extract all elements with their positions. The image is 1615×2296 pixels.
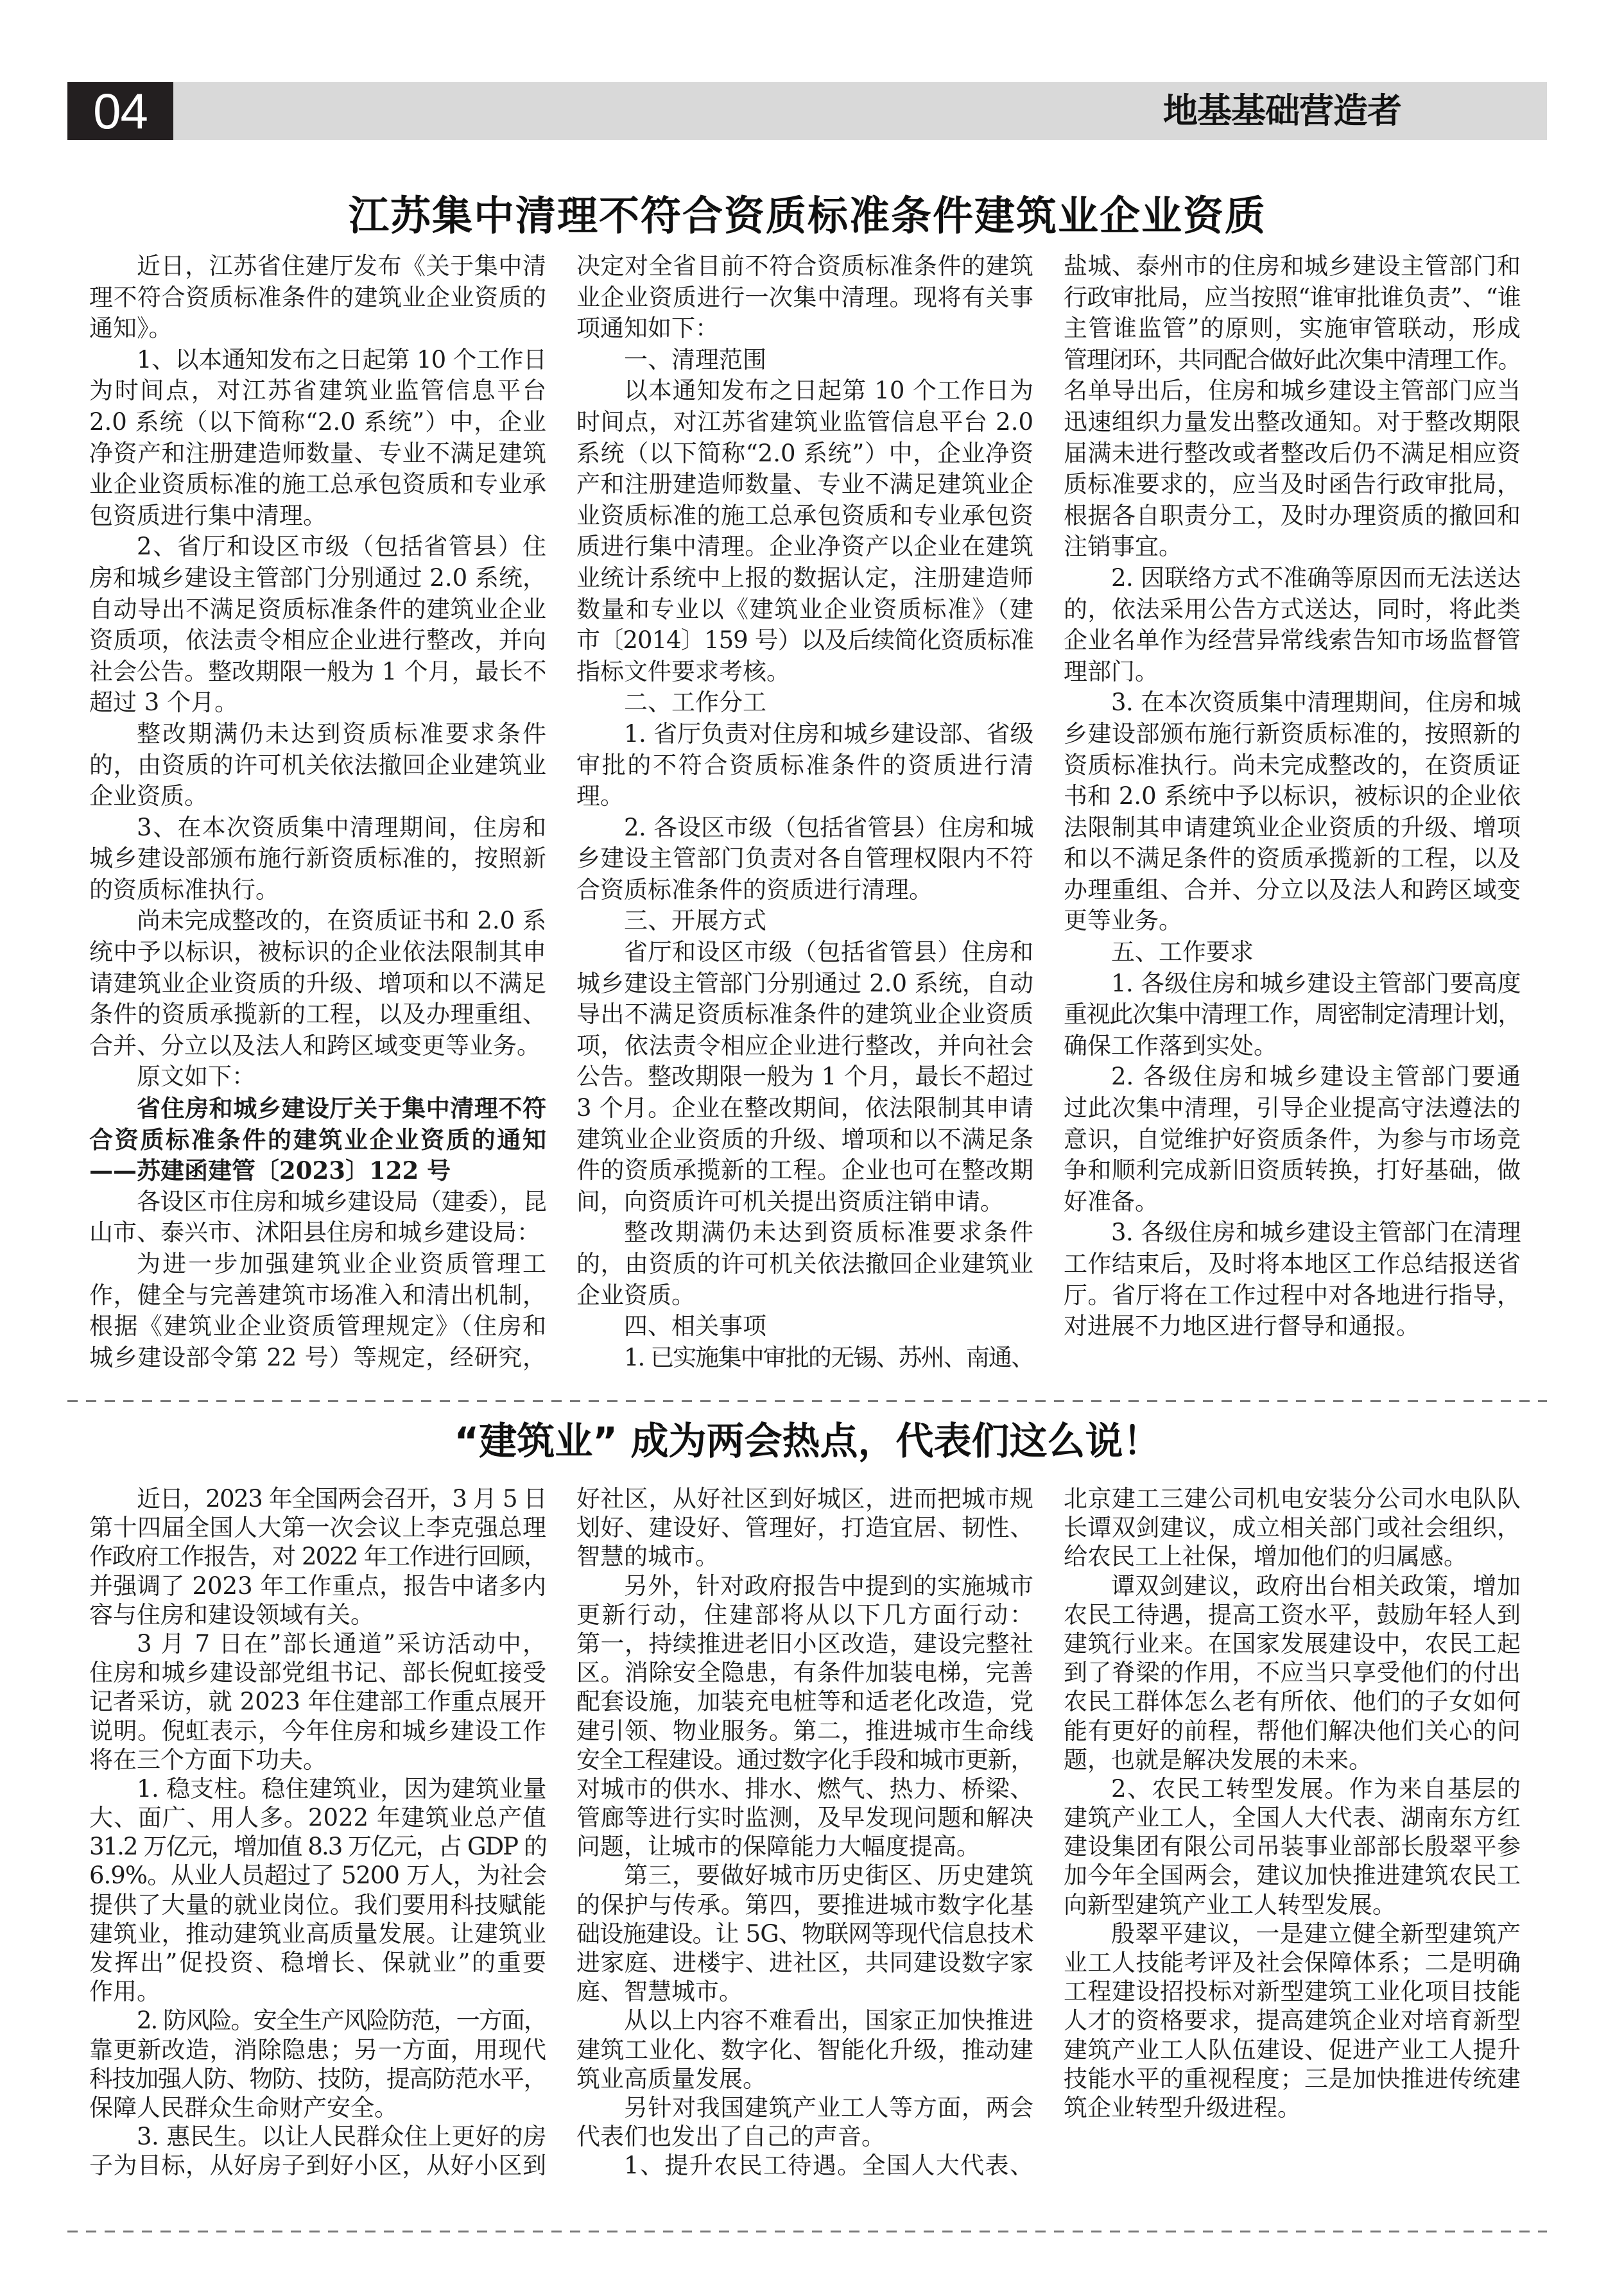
text-line: 好社区，从好社区到好城区，进而把城市规	[576, 1485, 1033, 1512]
text-line: 对进展不力地区进行督导和通报。	[1064, 1312, 1420, 1341]
text-line: 资质项，依法责令相应企业进行整改，并向	[89, 626, 546, 655]
text-line: 进家庭、进楼宇、进社区，共同建设数字家	[576, 1949, 1033, 1976]
text-line: 提供了大量的就业岗位。我们要用科技赋能	[89, 1890, 546, 1919]
text-line: 3. 在本次资质集中清理期间，住房和城	[1111, 689, 1521, 717]
text-line: 指标文件要求考核。	[576, 657, 790, 685]
text-line: 3. 惠民生。以让人民群众住上更好的房	[137, 2123, 546, 2151]
text-line: 整改期满仍未达到资质标准要求条件	[624, 1219, 1033, 1247]
text-line: 公告。整改期限一般为 1 个月，最长不超过	[576, 1063, 1033, 1091]
text-line: 企业名单作为经营异常线索告知市场监督管	[1064, 626, 1521, 655]
text-line: 1、提升农民工待遇。全国人大代表、	[624, 2152, 1033, 2180]
text-line: 筑业高质量发展。	[576, 2064, 766, 2093]
text-line: 安全工程建设。通过数字化手段和城市更新，	[576, 1745, 1033, 1774]
paragraph	[576, 812, 1033, 906]
paragraph	[1064, 563, 1521, 687]
text-line: 导出不满足资质标准条件的建筑业企业资质	[576, 1000, 1033, 1029]
paragraph	[576, 345, 1033, 376]
text-line: 3 月 7 日在”部长通道”采访活动中，	[137, 1629, 546, 1658]
paragraph	[1064, 1919, 1521, 2122]
text-line: 建设集团有限公司吊装事业部部长殷翠平参	[1064, 1833, 1521, 1861]
text-line: 更新行动，住建部将从以下几方面行动：	[576, 1600, 1033, 1629]
text-line: 2、省厅和设区市级（包括省管县）住	[137, 533, 546, 561]
text-line: 五、工作要求	[1111, 938, 1254, 966]
text-line: 1. 稳支柱。稳住建筑业，因为建筑业量	[137, 1774, 546, 1803]
text-line: 问题，让城市的保障能力大幅度提高。	[576, 1833, 980, 1861]
text-line: ——苏建函建管〔2023〕122 号	[89, 1156, 451, 1185]
paragraph	[1064, 937, 1521, 968]
paragraph	[89, 251, 546, 345]
text-line: 质标准要求的，应当及时函告行政审批局，	[1064, 470, 1521, 499]
text-line: 审批的不符合资质标准条件的资质进行清	[576, 751, 1033, 779]
text-line: 北京建工三建公司机电安装分公司水电队队	[1064, 1485, 1521, 1512]
text-line: 时间点，对江苏省建筑业监管信息平台 2.0	[576, 407, 1033, 436]
paragraph	[576, 1342, 1033, 1374]
text-line: 对城市的供水、排水、燃气、热力、桥梁、	[576, 1774, 1033, 1803]
article1-column-1	[89, 251, 546, 1373]
text-line: 2. 防风险。安全生产风险防范，一方面，	[137, 2007, 546, 2035]
text-line: 技能水平的重视程度；三是加快推进传统建	[1064, 2064, 1521, 2093]
text-line: 数量和专业以《建筑业企业资质标准》（建	[576, 595, 1033, 623]
text-line: 1、以本通知发布之日起第 10 个工作日	[137, 345, 546, 373]
paragraph	[576, 905, 1033, 937]
text-line: 谭双剑建议，政府出台相关政策，增加	[1111, 1572, 1521, 1600]
text-line: 2.0 系统（以下简称“2.0 系统”）中，企业	[89, 407, 546, 436]
text-line: 乡建设主管部门负责对各自管理权限内不符	[576, 844, 1033, 873]
article1-title: 江苏集中清理不符合资质标准条件建筑业企业资质	[349, 193, 1266, 239]
bottom-divider	[67, 2231, 1547, 2232]
text-line: 产和注册建造师数量、专业不满足建筑业企	[576, 470, 1033, 499]
text-line: 建筑工业化、数字化、智能化升级，推动建	[576, 2035, 1033, 2064]
text-line: 项通知如下：	[576, 314, 719, 343]
text-line: 1. 各级住房和城乡建设主管部门要高度	[1111, 969, 1521, 997]
text-line: 件的资质承揽新的工程。企业也可在整改期	[576, 1156, 1033, 1185]
text-line: 工程建设招投标对新型建筑工业化项目技能	[1064, 1978, 1521, 2006]
text-line: 二、工作分工	[624, 689, 766, 717]
text-line: 2. 因联络方式不准确等原因而无法送达	[1111, 563, 1521, 592]
text-line: 建筑业企业资质的升级、增项和以不满足条	[576, 1125, 1033, 1153]
text-line: 农民工待遇，提高工资水平，鼓励年轻人到	[1064, 1600, 1521, 1629]
text-line: 础设施建设。让 5G、物联网等现代信息技术	[576, 1919, 1033, 1948]
text-line: 建筑产业工人，全国人大代表、湖南东方红	[1064, 1804, 1521, 1832]
paragraph	[89, 719, 546, 812]
text-line: 办理重组、合并、分立以及法人和跨区域变	[1064, 875, 1521, 904]
text-line: 3、在本次资质集中清理期间，住房和	[137, 813, 546, 841]
text-line: 合资质标准条件的建筑业企业资质的通知	[89, 1125, 546, 1154]
text-line: 业统计系统中上报的数据认定，注册建造师	[576, 563, 1033, 592]
text-line: 近日，江苏省住建厅发布《关于集中清	[137, 252, 546, 280]
text-line: 6.9%。从业人员超过了 5200 万人，为社会	[89, 1862, 546, 1890]
text-line: 社会公告。整改期限一般为 1 个月，最长不	[89, 657, 546, 685]
text-line: 原文如下：	[137, 1063, 255, 1091]
paragraph	[576, 687, 1033, 719]
text-line: 说明。倪虹表示，今年住房和城乡建设工作	[89, 1717, 546, 1745]
text-line: 作用。	[89, 1978, 160, 2006]
paragraph	[89, 2006, 546, 2122]
text-line: 业企业资质标准的施工总承包资质和专业承	[89, 470, 546, 499]
paragraph	[89, 1187, 546, 1249]
paragraph	[1064, 968, 1521, 1062]
paragraph	[89, 1061, 546, 1093]
text-line: 第十四届全国人大第一次会议上李克强总理	[89, 1514, 546, 1542]
article2-column-1	[89, 1484, 546, 2180]
text-line: 合资质标准条件的资质进行清理。	[576, 875, 933, 904]
paragraph	[576, 1572, 1033, 1862]
text-line: 为进一步加强建筑业企业资质管理工	[137, 1250, 546, 1278]
text-line: 靠更新改造，消除隐患；另一方面，用现代	[89, 2035, 546, 2064]
paragraph	[576, 937, 1033, 1217]
text-line: 净资产和注册建造师数量、专业不满足建筑	[89, 439, 546, 467]
paragraph	[1064, 1217, 1521, 1342]
text-line: 建筑业，推动建筑业高质量发展。让建筑业	[89, 1919, 546, 1948]
notice-heading	[89, 1093, 546, 1187]
text-line: 向新型建筑产业工人转型发展。	[1064, 1890, 1396, 1919]
text-line: 的，由资质的许可机关依法撤回企业建筑业	[576, 1250, 1033, 1278]
text-line: 一、清理范围	[624, 345, 766, 373]
paragraph	[576, 251, 1033, 345]
text-line: 另针对我国建筑产业工人等方面，两会	[624, 2093, 1033, 2121]
article2-column-2	[576, 1484, 1033, 2180]
text-line: 长谭双剑建议，成立相关部门或社会组织，	[1064, 1514, 1521, 1542]
paragraph	[576, 1484, 1033, 1572]
text-line: 业工人技能考评及社会保障体系；二是明确	[1064, 1949, 1521, 1976]
paragraph	[576, 1861, 1033, 2006]
section-divider	[67, 1400, 1547, 1402]
text-line: 业资质标准的施工总承包资质和专业承包资	[576, 501, 1033, 529]
text-line: 主管谁监管”的原则，实施审管联动，形成	[1064, 314, 1521, 343]
text-line: 注销事宜。	[1064, 533, 1182, 561]
text-line: 市〔2014〕159 号）以及后续简化资质标准	[576, 626, 1033, 655]
text-line: 山市、泰兴市、沭阳县住房和城乡建设局：	[89, 1219, 540, 1247]
text-line: 各设区市住房和城乡建设局（建委），昆	[137, 1187, 546, 1215]
text-line: 建筑行业来。在国家发展建设中，农民工起	[1064, 1629, 1521, 1658]
paragraph	[89, 1774, 546, 2007]
paragraph	[89, 1249, 546, 1373]
text-line: 房和城乡建设主管部门分别通过 2.0 系统，	[89, 563, 546, 592]
text-line: 31.2 万亿元，增加值 8.3 万亿元，占 GDP 的	[89, 1833, 546, 1861]
paragraph	[576, 2093, 1033, 2151]
text-line: 书和 2.0 系统中予以标识，被标识的企业依	[1064, 782, 1521, 810]
text-line: 四、相关事项	[624, 1312, 766, 1341]
text-line: 第一，持续推进老旧小区改造，建设完整社	[576, 1629, 1033, 1658]
section-name: 地基基础营造者	[1163, 90, 1401, 131]
text-line: 人才的资格要求，提高建筑企业对培育新型	[1064, 2007, 1521, 2035]
text-line: 确保工作落到实处。	[1064, 1031, 1277, 1059]
text-line: 将在三个方面下功夫。	[89, 1745, 327, 1774]
text-line: 3 个月。企业在整改期间，依法限制其申请	[576, 1094, 1033, 1122]
text-line: 法限制其申请建筑业企业资质的升级、增项	[1064, 813, 1521, 841]
text-line: 根据各自职责分工，及时办理资质的撤回和	[1064, 501, 1521, 529]
page-number: 04	[67, 82, 173, 140]
text-line: 和以不满足条件的资质承揽新的工程，以及	[1064, 844, 1521, 873]
text-line: 建引领、物业服务。第二，推进城市生命线	[576, 1717, 1033, 1745]
text-line: 保障人民群众生命财产安全。	[89, 2093, 398, 2121]
text-line: 行政审批局，应当按照“谁审批谁负责”、“谁	[1064, 283, 1521, 311]
text-line: 题，也就是解决发展的未来。	[1064, 1745, 1372, 1774]
text-line: 城乡建设部颁布施行新资质标准的，按照新	[89, 844, 546, 873]
text-line: 近日，2023 年全国两会召开，3 月 5 日	[137, 1485, 546, 1512]
text-line: 的保护与传承。第四，要推进城市数字化基	[576, 1890, 1033, 1919]
text-line: 大、面广、用人多。2022 年建筑业总产值	[89, 1804, 546, 1832]
text-line: 另外，针对政府报告中提到的实施城市	[624, 1572, 1033, 1600]
text-line: 给农民工上社保，增加他们的归属感。	[1064, 1543, 1467, 1571]
article2-title: “建筑业” 成为两会热点，代表们这么说！	[454, 1419, 1161, 1463]
text-line: 更等业务。	[1064, 907, 1182, 935]
text-line: 建筑产业工人队伍建设、促进产业工人提升	[1064, 2035, 1521, 2064]
text-line: 住房和城乡建设部党组书记、部长倪虹接受	[89, 1659, 546, 1687]
text-line: 整改期满仍未达到资质标准要求条件	[137, 719, 546, 748]
text-line: 筑企业转型升级进程。	[1064, 2093, 1301, 2121]
text-line: 作政府工作报告，对 2022 年工作进行回顾，	[89, 1543, 546, 1571]
paragraph	[576, 2006, 1033, 2093]
text-line: 请建筑业企业资质的升级、增项和以不满足	[89, 969, 546, 997]
paragraph	[1064, 251, 1521, 563]
text-line: 包资质进行集中清理。	[89, 501, 327, 529]
text-line: 1. 已实施集中审批的无锡、苏州、南通、	[624, 1343, 1033, 1371]
text-line: 农民工群体怎么老有所依、他们的子女如何	[1064, 1688, 1521, 1716]
text-line: 省厅和设区市级（包括省管县）住房和	[624, 938, 1033, 966]
text-line: 通知》。	[89, 314, 173, 343]
text-line: 能有更好的前程，帮他们解决他们关心的问	[1064, 1717, 1521, 1745]
text-line: 的资质标准执行。	[89, 875, 279, 904]
text-line: 尚未完成整改的，在资质证书和 2.0 系	[137, 907, 546, 935]
text-line: 企业资质。	[576, 1281, 695, 1309]
paragraph	[89, 345, 546, 532]
text-line: 配套设施，加装充电桩等和适老化改造，党	[576, 1688, 1033, 1716]
text-line: 并强调了 2023 年工作重点，报告中诸多内	[89, 1572, 546, 1600]
text-line: 统中予以标识，被标识的企业依法限制其申	[89, 938, 546, 966]
paragraph	[576, 719, 1033, 812]
text-line: 区。消除安全隐患，有条件加装电梯，完善	[576, 1659, 1033, 1687]
text-line: 根据《建筑业企业资质管理规定》（住房和	[89, 1312, 546, 1341]
paragraph	[1064, 1572, 1521, 1774]
text-line: 项，依法责令相应企业进行整改，并向社会	[576, 1031, 1033, 1059]
text-line: 划好、建设好、管理好，打造宜居、韧性、	[576, 1514, 1033, 1542]
text-line: 3. 各级住房和城乡建设主管部门在清理	[1111, 1219, 1521, 1247]
text-line: 为时间点，对江苏省建筑业监管信息平台	[89, 377, 546, 405]
paragraph	[89, 531, 546, 719]
text-line: 从以上内容不难看出，国家正加快推进	[624, 2007, 1033, 2035]
text-line: 子为目标，从好房子到好小区，从好小区到	[89, 2152, 546, 2180]
article2-column-3	[1064, 1484, 1521, 2122]
paragraph	[1064, 1061, 1521, 1217]
paragraph	[89, 1629, 546, 1774]
text-line: 理不符合资质标准条件的建筑业企业资质的	[89, 283, 546, 311]
text-line: 科技加强人防、物防、技防，提高防范水平，	[89, 2064, 546, 2093]
text-line: 好准备。	[1064, 1187, 1159, 1215]
text-line: 厅。省厅将在工作过程中对各地进行指导，	[1064, 1281, 1521, 1309]
text-line: 过此次集中清理，引导企业提高守法遵法的	[1064, 1094, 1521, 1122]
text-line: 的，由资质的许可机关依法撤回企业建筑业	[89, 751, 546, 779]
text-line: 间，向资质许可机关提出资质注销申请。	[576, 1187, 1004, 1215]
article1-column-3	[1064, 251, 1521, 1342]
text-line: 决定对全省目前不符合资质标准条件的建筑	[576, 252, 1033, 280]
text-line: 乡建设部颁布施行新资质标准的，按照新的	[1064, 719, 1521, 748]
text-line: 超过 3 个月。	[89, 689, 239, 717]
paragraph	[89, 812, 546, 906]
text-line: 发挥出”促投资、稳增长、保就业”的重要	[89, 1949, 546, 1976]
paragraph	[89, 2122, 546, 2180]
text-line: 1. 省厅负责对住房和城乡建设部、省级	[624, 719, 1033, 748]
text-line: 城乡建设部令第 22 号）等规定，经研究，	[89, 1343, 546, 1371]
text-line: 容与住房和建设领域有关。	[89, 1600, 374, 1629]
text-line: 系统（以下简称“2.0 系统”）中，企业净资	[576, 439, 1033, 467]
paragraph	[576, 2151, 1033, 2180]
text-line: 加今年全国两会，建议加快推进建筑农民工	[1064, 1862, 1521, 1890]
text-line: 名单导出后，住房和城乡建设主管部门应当	[1064, 377, 1521, 405]
text-line: 质进行集中清理。企业净资产以企业在建筑	[576, 533, 1033, 561]
text-line: 工作结束后，及时将本地区工作总结报送省	[1064, 1250, 1521, 1278]
text-line: 2. 各级住房和城乡建设主管部门要通	[1111, 1063, 1521, 1091]
text-line: 的，依法采用公告方式送达，同时，将此类	[1064, 595, 1521, 623]
text-line: 意识，自觉维护好资质条件，为参与市场竞	[1064, 1125, 1521, 1153]
text-line: 2. 各设区市级（包括省管县）住房和城	[624, 813, 1033, 841]
text-line: 自动导出不满足资质标准条件的建筑业企业	[89, 595, 546, 623]
text-line: 以本通知发布之日起第 10 个工作日为	[624, 377, 1033, 405]
text-line: 智慧的城市。	[576, 1543, 719, 1571]
text-line: 企业资质。	[89, 782, 208, 810]
text-line: 第三，要做好城市历史街区、历史建筑	[624, 1862, 1033, 1890]
text-line: 省住房和城乡建设厅关于集中清理不符	[137, 1094, 546, 1123]
text-line: 作，健全与完善建筑市场准入和清出机制，	[89, 1281, 546, 1309]
text-line: 庭、智慧城市。	[576, 1978, 743, 2006]
text-line: 代表们也发出了自己的声音。	[576, 2123, 885, 2151]
text-line: 记者采访，就 2023 年住建部工作重点展开	[89, 1688, 546, 1716]
paragraph	[1064, 687, 1521, 937]
text-line: 重视此次集中清理工作，周密制定清理计划，	[1064, 1000, 1521, 1029]
text-line: 城乡建设主管部门分别通过 2.0 系统，自动	[576, 969, 1033, 997]
paragraph	[576, 375, 1033, 687]
paragraph	[576, 1217, 1033, 1311]
paragraph	[89, 1484, 546, 1629]
text-line: 争和顺利完成新旧资质转换，打好基础，做	[1064, 1156, 1521, 1185]
text-line: 合并、分立以及法人和跨区域变更等业务。	[89, 1031, 540, 1059]
paragraph	[1064, 1774, 1521, 1919]
text-line: 迅速组织力量发出整改通知。对于整改期限	[1064, 407, 1521, 436]
text-line: 届满未进行整改或者整改后仍不满足相应资	[1064, 439, 1521, 467]
text-line: 理。	[576, 782, 624, 810]
paragraph	[89, 905, 546, 1061]
article1-column-2	[576, 251, 1033, 1373]
text-line: 盐城、泰州市的住房和城乡建设主管部门和	[1064, 252, 1521, 280]
text-line: 殷翠平建议，一是建立健全新型建筑产	[1111, 1919, 1521, 1948]
text-line: 管理闭环，共同配合做好此次集中清理工作。	[1064, 345, 1521, 373]
text-line: 三、开展方式	[624, 907, 766, 935]
text-line: 资质标准执行。尚未完成整改的，在资质证	[1064, 751, 1521, 779]
paragraph	[1064, 1484, 1521, 1572]
text-line: 业企业资质进行一次集中清理。现将有关事	[576, 283, 1033, 311]
text-line: 2、农民工转型发展。作为来自基层的	[1111, 1774, 1521, 1803]
text-line: 理部门。	[1064, 657, 1159, 685]
text-line: 管廊等进行实时监测，及早发现问题和解决	[576, 1804, 1033, 1832]
text-line: 条件的资质承揽新的工程，以及办理重组、	[89, 1000, 546, 1029]
text-line: 到了脊梁的作用，不应当只享受他们的付出	[1064, 1659, 1521, 1687]
paragraph	[576, 1311, 1033, 1342]
